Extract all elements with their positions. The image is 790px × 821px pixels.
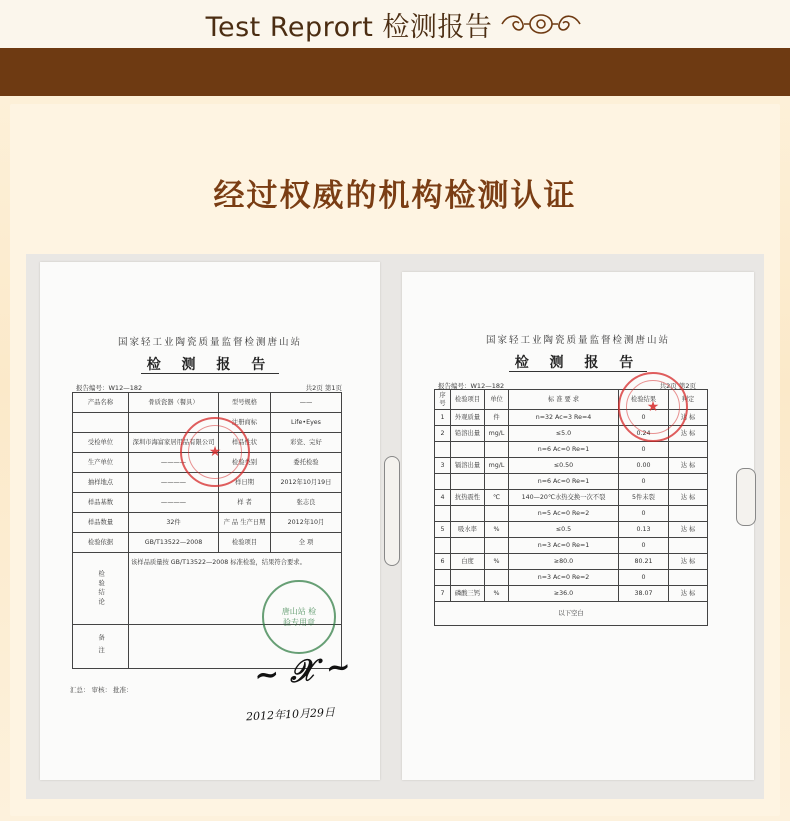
doc2-cell-res: 0.00 — [619, 458, 669, 474]
doc1-row — [73, 533, 342, 553]
doc2-cell-unit — [485, 442, 509, 458]
doc2-cell-item: 铅溶出量 — [451, 426, 485, 442]
binding-tab-left — [384, 456, 400, 566]
doc2-title-text: 检 测 报 告 — [509, 355, 648, 372]
doc2-cell-req: 140—20℃水热交换一次不裂 — [509, 490, 619, 506]
doc1-cell-l2: 样品性状 — [219, 433, 271, 453]
doc2-cell-unit: mg/L — [485, 458, 509, 474]
doc2-cell-no: 5 — [435, 522, 451, 538]
doc2-cell-unit — [485, 506, 509, 522]
doc2-page-number: 共2页 第2页 — [659, 382, 696, 390]
doc1-cell-l2: 产 品 生产日期 — [219, 513, 271, 533]
doc2-cell-no — [435, 474, 451, 490]
doc2-cell-res: 0 — [619, 506, 669, 522]
doc1-cell-l1: 样品基数 — [73, 493, 129, 513]
doc2-cell-req: ≥36.0 — [509, 586, 619, 602]
doc2-row — [435, 458, 708, 474]
doc2-row — [435, 474, 708, 490]
doc1-cell-v1: 深圳市海富家居用品有限公司 — [129, 433, 219, 453]
doc2-org-name: 国家轻工业陶瓷质量监督检测唐山站 — [485, 335, 670, 346]
binding-tab-right — [736, 468, 756, 526]
doc2-cell-judge: 达 标 — [669, 554, 708, 570]
inspection-seal-stamp — [262, 580, 336, 654]
doc2-title — [402, 352, 754, 372]
doc2-cell-judge — [669, 442, 708, 458]
doc2-header-cell: 判定 — [669, 390, 708, 410]
ornament-icon — [498, 11, 584, 37]
doc1-report-number: 报告编号：W12—182 — [76, 384, 143, 392]
doc2-cell-judge: 达 标 — [669, 426, 708, 442]
doc1-cell-v2: 委托检验 — [271, 453, 342, 473]
doc2-cell-item: 白度 — [451, 554, 485, 570]
doc2-row — [435, 490, 708, 506]
doc2-cell-no: 4 — [435, 490, 451, 506]
doc2-cell-no — [435, 538, 451, 554]
doc1-cell-l2: 检验类别 — [219, 453, 271, 473]
doc1-cell-v2: 2012年10月19日 — [271, 473, 342, 493]
doc2-cell-no: 7 — [435, 586, 451, 602]
doc2-row — [435, 442, 708, 458]
doc1-row — [73, 393, 342, 413]
doc2-cell-item: 外观质量 — [451, 410, 485, 426]
doc1-row — [73, 513, 342, 533]
doc2-cell-no — [435, 506, 451, 522]
doc2-cell-res: 0.24 — [619, 426, 669, 442]
doc2-cell-item: 磷酸三钙 — [451, 586, 485, 602]
doc1-cell-v1: ———— — [129, 493, 219, 513]
doc1-cell-v1: 32件 — [129, 513, 219, 533]
doc2-cell-unit — [485, 538, 509, 554]
doc1-title-text: 检 测 报 告 — [141, 357, 280, 374]
doc1-cell-v2: Life•Eyes — [271, 413, 342, 433]
doc2-cell-judge — [669, 506, 708, 522]
doc2-cell-res: 0 — [619, 474, 669, 490]
doc2-cell-res: 0 — [619, 442, 669, 458]
doc2-cell-res: 0 — [619, 410, 669, 426]
section-title: 经过权威的机构检测认证 — [213, 178, 577, 214]
doc2-footer: 以下空白 — [435, 602, 708, 626]
doc1-cell-l1: 检验依据 — [73, 533, 129, 553]
doc1-cell-v1: 骨质瓷器（餐具） — [129, 393, 219, 413]
doc2-row — [435, 522, 708, 538]
doc1-org-name: 国家轻工业陶瓷质量监督检测唐山站 — [117, 337, 302, 348]
doc2-cell-item — [451, 506, 485, 522]
doc2-header-cell: 标 准 要 求 — [509, 390, 619, 410]
doc2-row — [435, 506, 708, 522]
handwritten-date: 2012年10月29日 — [245, 705, 336, 724]
doc1-conclusion-label: 检验结论 — [73, 553, 129, 625]
doc1-cell-v2: 全 项 — [271, 533, 342, 553]
doc2-cell-res: 80.21 — [619, 554, 669, 570]
doc1-cell-l1: 受检单位 — [73, 433, 129, 453]
red-seal-stamp-2: ★ — [618, 372, 688, 442]
doc2-cell-no: 2 — [435, 426, 451, 442]
test-report-page-1 — [40, 262, 380, 780]
header-title: Test Reprort 检测报告 — [205, 11, 493, 43]
doc1-cell-l2: 注册商标 — [219, 413, 271, 433]
doc2-cell-req: ≤5.0 — [509, 426, 619, 442]
doc1-cell-v2: 彩瓷、完好 — [271, 433, 342, 453]
doc2-cell-req: n=6 Ac=0 Re=1 — [509, 474, 619, 490]
doc2-cell-res: 0.13 — [619, 522, 669, 538]
doc1-cell-l1: 产品名称 — [73, 393, 129, 413]
doc2-cell-judge: 达 标 — [669, 458, 708, 474]
doc2-cell-judge — [669, 474, 708, 490]
doc1-cell-v2: 2012年10月 — [271, 513, 342, 533]
doc2-cell-judge — [669, 538, 708, 554]
doc1-cell-l2: 样日期 — [219, 473, 271, 493]
doc1-cell-l2: 型号规格 — [219, 393, 271, 413]
doc1-cell-v1: ———— — [129, 453, 219, 473]
doc2-cell-no: 1 — [435, 410, 451, 426]
doc2-cell-req: n=3 Ac=0 Re=1 — [509, 538, 619, 554]
doc2-cell-unit: ℃ — [485, 490, 509, 506]
doc1-cell-l2: 检验项目 — [219, 533, 271, 553]
doc2-cell-req: n=32 Ac=3 Re=4 — [509, 410, 619, 426]
doc2-cell-res: 38.07 — [619, 586, 669, 602]
doc2-cell-judge: 达 标 — [669, 410, 708, 426]
doc1-cell-v2: 张志良 — [271, 493, 342, 513]
doc2-cell-res: 5件未裂 — [619, 490, 669, 506]
doc2-cell-item: 镉溶出量 — [451, 458, 485, 474]
doc2-cell-unit: mg/L — [485, 426, 509, 442]
brown-banner — [0, 48, 790, 96]
approver-signature: ~ 𝒳 ~ — [252, 649, 353, 694]
doc2-cell-item — [451, 474, 485, 490]
doc2-cell-judge: 达 标 — [669, 490, 708, 506]
doc1-cell-v1: ———— — [129, 473, 219, 493]
doc2-row — [435, 538, 708, 554]
inspection-seal-text: 唐山站 检验专用章 — [281, 607, 317, 627]
doc2-cell-unit: 件 — [485, 410, 509, 426]
doc2-cell-item — [451, 442, 485, 458]
doc1-conclusion: 该样品质量按 GB/T13522—2008 标准检验，结果符合要求。 — [129, 553, 342, 625]
doc2-cell-req: ≥80.0 — [509, 554, 619, 570]
doc2-cell-item — [451, 570, 485, 586]
doc2-header-cell: 检验结果 — [619, 390, 669, 410]
doc2-header-cell: 单位 — [485, 390, 509, 410]
doc2-cell-req: n=3 Ac=0 Re=2 — [509, 570, 619, 586]
doc2-row — [435, 570, 708, 586]
doc1-cell-v2: —— — [271, 393, 342, 413]
doc1-row — [73, 493, 342, 513]
doc2-row — [435, 586, 708, 602]
doc2-cell-item: 吸水率 — [451, 522, 485, 538]
doc2-cell-judge — [669, 570, 708, 586]
doc1-cell-l1: 样品数量 — [73, 513, 129, 533]
test-report-page-2 — [402, 272, 754, 780]
doc1-cell-l1 — [73, 413, 129, 433]
doc1-cell-l1: 生产单位 — [73, 453, 129, 473]
doc2-cell-item — [451, 538, 485, 554]
doc2-cell-no: 3 — [435, 458, 451, 474]
doc2-cell-req: ≤0.5 — [509, 522, 619, 538]
doc2-cell-unit: % — [485, 554, 509, 570]
doc2-header-cell: 检验项目 — [451, 390, 485, 410]
doc1-cell-v1: GB/T13522—2008 — [129, 533, 219, 553]
doc2-cell-unit: % — [485, 522, 509, 538]
doc2-header-cell: 序号 — [435, 390, 451, 410]
doc2-cell-no — [435, 442, 451, 458]
doc2-cell-unit: % — [485, 586, 509, 602]
doc2-cell-req: n=5 Ac=0 Re=2 — [509, 506, 619, 522]
doc2-row — [435, 554, 708, 570]
doc2-cell-item: 抗热震性 — [451, 490, 485, 506]
doc1-signers: 汇总： 审核： 批准： — [70, 686, 133, 694]
doc1-remark-label: 备注 — [73, 625, 129, 669]
doc2-cell-req: n=6 Ac=0 Re=1 — [509, 442, 619, 458]
doc2-cell-unit — [485, 474, 509, 490]
doc1-cell-l2: 样 者 — [219, 493, 271, 513]
doc2-cell-no: 6 — [435, 554, 451, 570]
doc1-page-number: 共2页 第1页 — [305, 384, 342, 392]
doc2-cell-res: 0 — [619, 538, 669, 554]
doc2-cell-no — [435, 570, 451, 586]
doc1-cell-l1: 抽样地点 — [73, 473, 129, 493]
doc2-cell-unit — [485, 570, 509, 586]
doc1-title — [40, 354, 380, 374]
doc2-cell-res: 0 — [619, 570, 669, 586]
red-seal-stamp: ★ — [180, 417, 250, 487]
doc2-cell-judge: 达 标 — [669, 586, 708, 602]
doc2-cell-judge: 达 标 — [669, 522, 708, 538]
doc2-report-number: 报告编号：W12—182 — [438, 382, 505, 390]
doc2-cell-req: ≤0.50 — [509, 458, 619, 474]
header-band — [0, 0, 790, 48]
